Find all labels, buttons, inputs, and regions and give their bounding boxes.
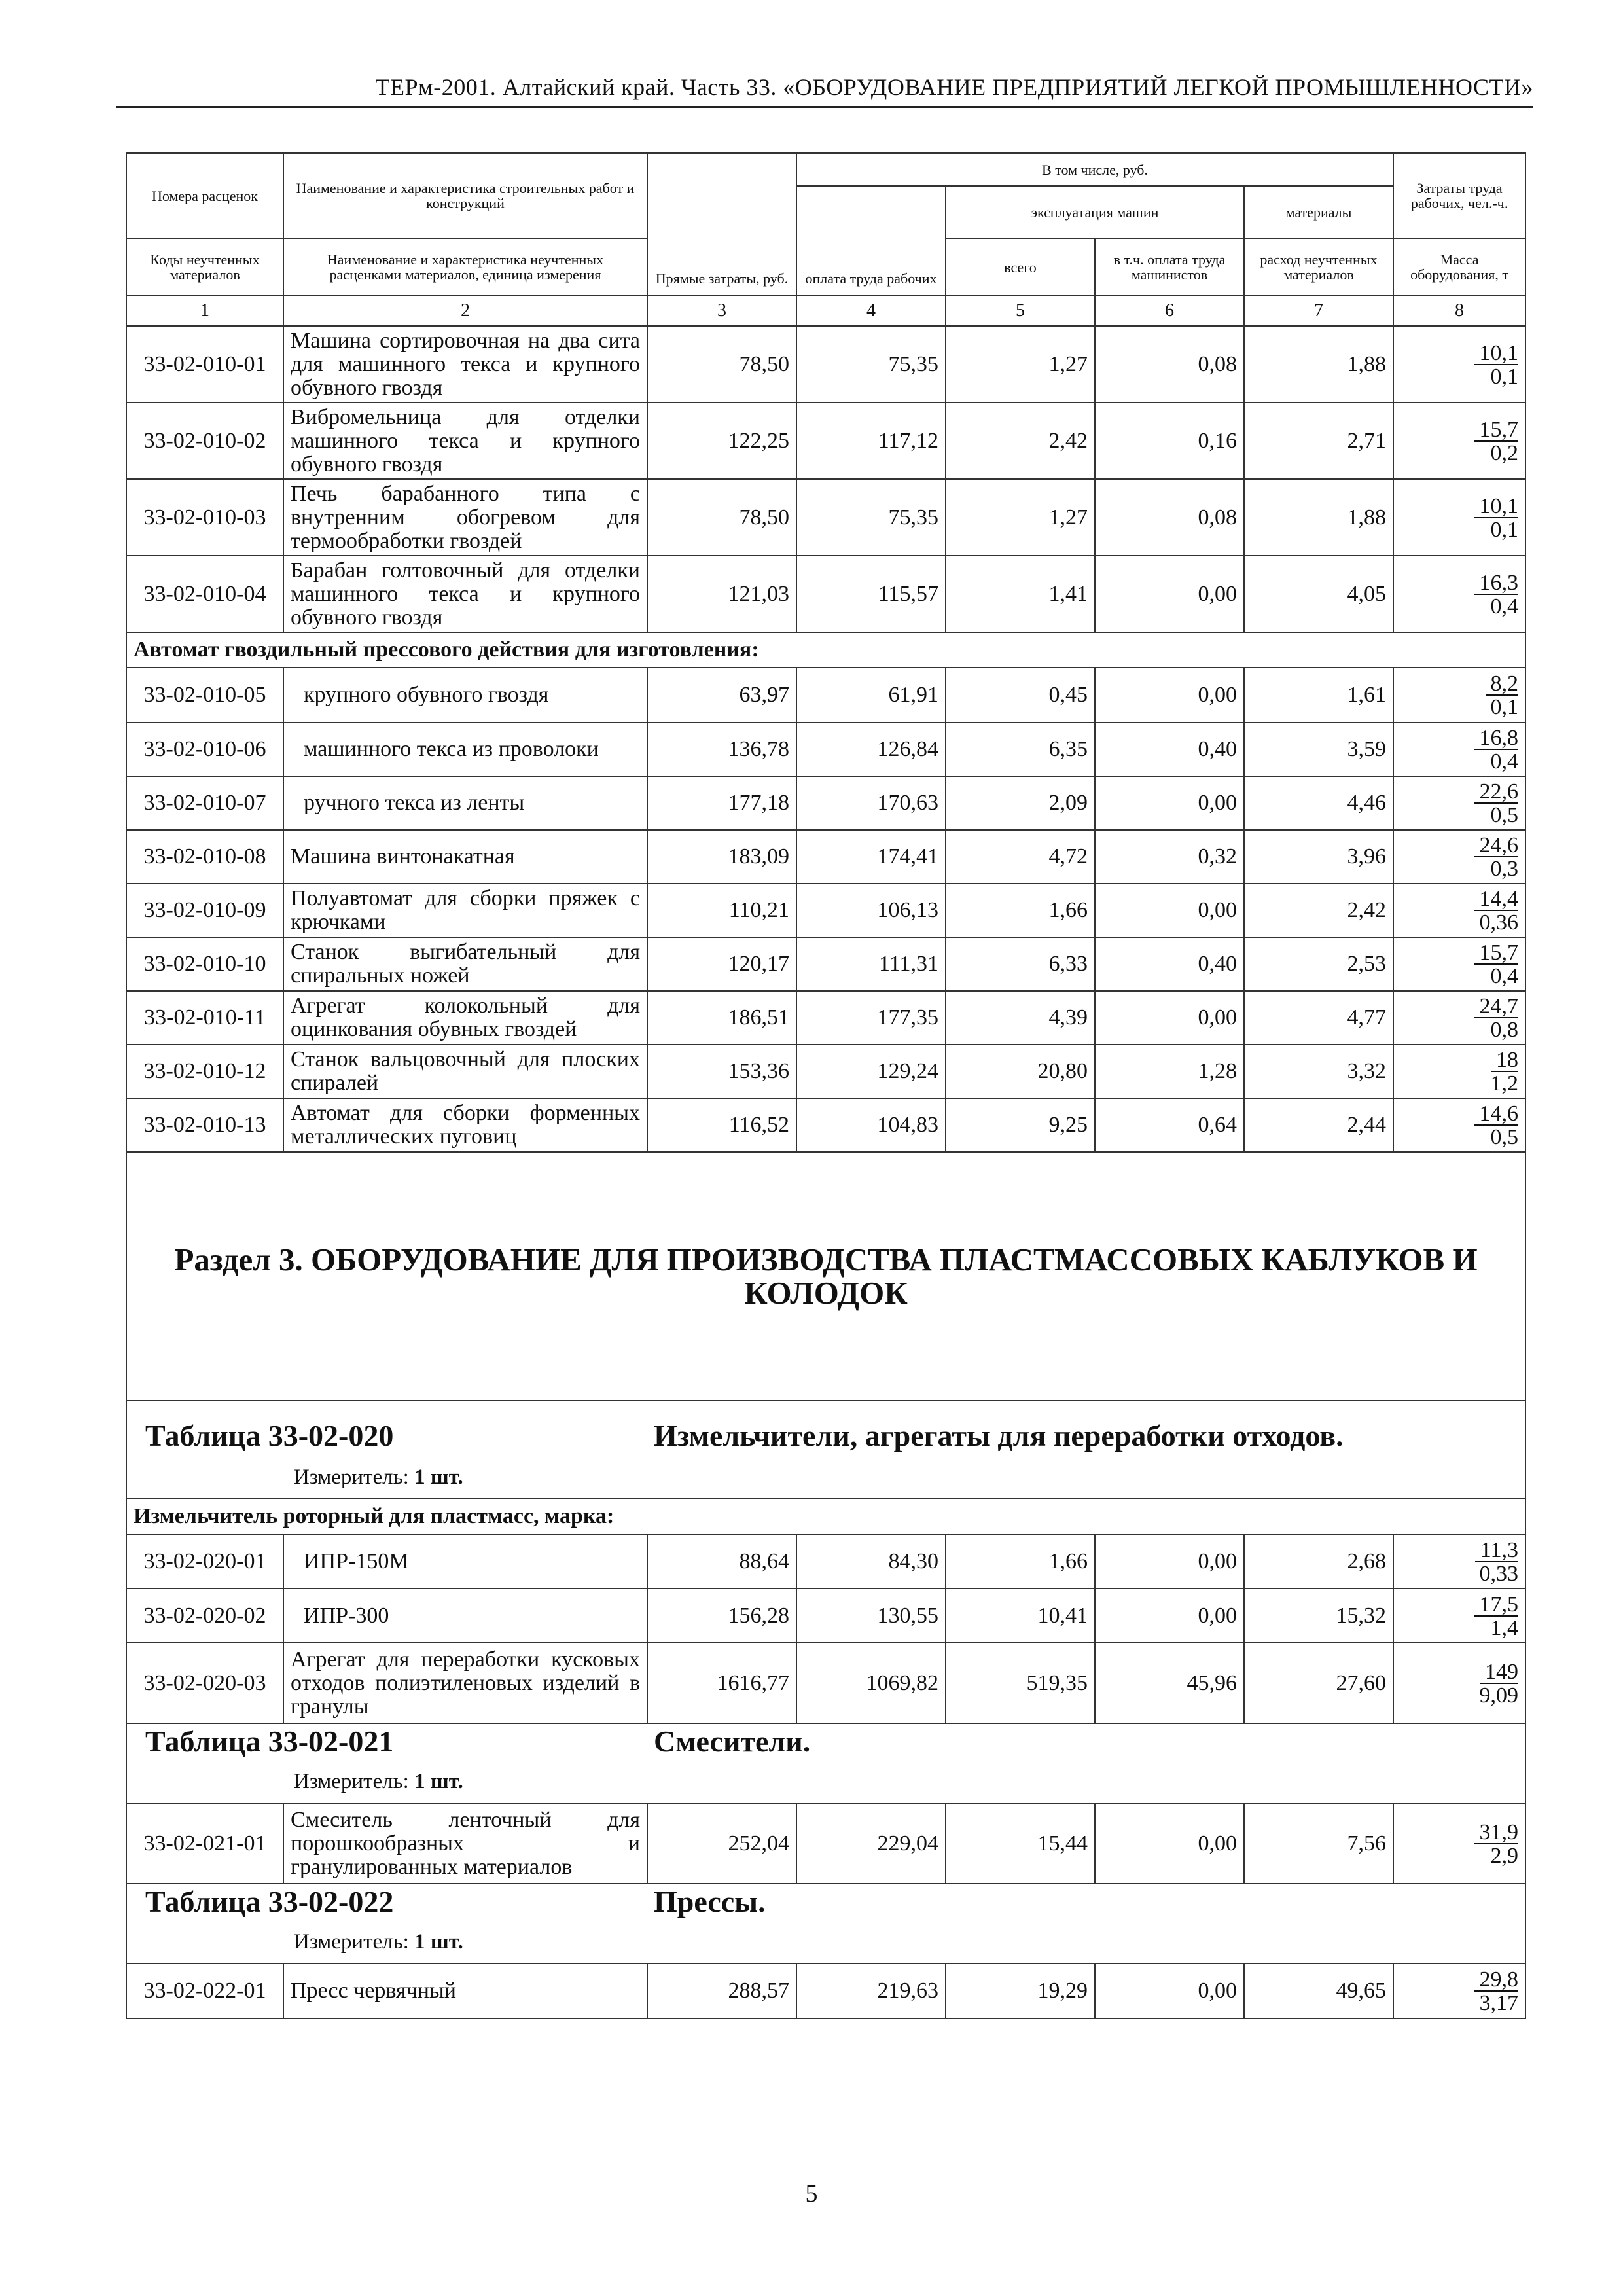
materials-cost: 2,42: [1244, 884, 1393, 937]
col-in-rub: В том числе, руб.: [796, 153, 1393, 186]
col-number: 4: [796, 296, 946, 326]
worker-pay: 117,12: [796, 403, 946, 479]
col-number: 1: [126, 296, 283, 326]
rate-code: 33-02-010-06: [126, 723, 283, 776]
rate-name: Станок выгибательный для спиральных ножей: [283, 937, 647, 991]
materials-cost: 2,71: [1244, 403, 1393, 479]
rate-name: ИПР-150М: [283, 1534, 647, 1588]
equipment-mass: 0,1: [1490, 364, 1519, 389]
labor-mass: [1393, 776, 1525, 830]
equipment-mass: 0,2: [1490, 440, 1519, 465]
direct-cost: 136,78: [647, 723, 796, 776]
labor-mass: [1393, 937, 1525, 991]
rate-name: ИПР-300: [283, 1588, 647, 1643]
table-title: Измельчители, агрегаты для переработки отходов.: [654, 1419, 1344, 1452]
operator-pay: 0,08: [1095, 479, 1244, 556]
machine-cost: 10,41: [946, 1588, 1095, 1643]
direct-cost: 186,51: [647, 991, 796, 1045]
materials-cost: 2,44: [1244, 1098, 1393, 1152]
rate-row: [126, 830, 1525, 884]
rate-code: 33-02-010-01: [126, 326, 283, 403]
rate-name: Полуавтомат для сборки пряжек с крючками: [283, 884, 647, 937]
labor-hours: 16,3: [1474, 573, 1519, 595]
equipment-mass: 0,4: [1490, 964, 1519, 988]
machine-cost: 1,66: [946, 884, 1095, 937]
direct-cost: 121,03: [647, 556, 796, 632]
materials-cost: 7,56: [1244, 1803, 1393, 1884]
section-row: [126, 1152, 1525, 1401]
rate-code: 33-02-021-01: [126, 1803, 283, 1884]
rate-row: [126, 1588, 1525, 1643]
rate-row: [126, 776, 1525, 830]
rates-table: [126, 152, 1526, 2019]
labor-hours: 22,6: [1474, 781, 1519, 804]
rate-code: 33-02-010-09: [126, 884, 283, 937]
labor-mass: [1393, 1964, 1525, 2018]
rate-name: Пресс червячный: [283, 1964, 647, 2018]
col-total: всего: [946, 238, 1095, 296]
machine-cost: 0,45: [946, 668, 1095, 723]
operator-pay: 0,40: [1095, 937, 1244, 991]
measure-value: 1 шт.: [414, 1465, 463, 1489]
rate-row: [126, 1803, 1525, 1884]
col-direct-costs: Прямые затраты, руб.: [647, 153, 796, 296]
rate-code: 33-02-020-01: [126, 1534, 283, 1588]
labor-mass: [1393, 1534, 1525, 1588]
operator-pay: 0,00: [1095, 991, 1244, 1045]
direct-cost: 78,50: [647, 479, 796, 556]
table-heading: [126, 1723, 1525, 1803]
rate-name: Машина сортировочная на два сита для машинного текса и крупного обувного гвоздя: [283, 326, 647, 403]
group-row: [126, 632, 1525, 668]
labor-mass: [1393, 479, 1525, 556]
measure-label: Измеритель:: [294, 1770, 409, 1793]
operator-pay: 0,00: [1095, 1803, 1244, 1884]
equipment-mass: 0,1: [1490, 517, 1519, 542]
worker-pay: 75,35: [796, 479, 946, 556]
direct-cost: 183,09: [647, 830, 796, 884]
table-title: Смесители.: [654, 1725, 811, 1758]
equipment-mass: 0,5: [1490, 1125, 1519, 1149]
machine-cost: 2,42: [946, 403, 1095, 479]
materials-cost: 2,68: [1244, 1534, 1393, 1588]
rate-code: 33-02-020-02: [126, 1588, 283, 1643]
labor-hours: 29,8: [1474, 1969, 1519, 1992]
rate-row: [126, 1534, 1525, 1588]
rate-name: Вибромельница для отделки машинного текса и крупного обувного гвоздя: [283, 403, 647, 479]
header-rule: [116, 106, 1533, 108]
materials-cost: 4,77: [1244, 991, 1393, 1045]
materials-cost: 1,88: [1244, 479, 1393, 556]
materials-cost: 4,05: [1244, 556, 1393, 632]
labor-mass: [1393, 830, 1525, 884]
section-heading: Раздел 3. ОБОРУДОВАНИЕ ДЛЯ ПРОИЗВОДСТВА ПЛАСТМАССОВЫХ КАБЛУКОВ И КОЛОДОК: [126, 1152, 1525, 1401]
col-material-codes: Коды неучтенных материалов: [126, 238, 283, 296]
materials-cost: 27,60: [1244, 1643, 1393, 1723]
labor-hours: 149: [1480, 1662, 1518, 1684]
equipment-mass: 0,1: [1490, 695, 1519, 719]
machine-cost: 1,27: [946, 479, 1095, 556]
materials-cost: 15,32: [1244, 1588, 1393, 1643]
equipment-mass: 1,4: [1490, 1615, 1519, 1640]
labor-hours: 8,2: [1486, 673, 1519, 696]
labor-hours: 31,9: [1474, 1822, 1519, 1844]
rate-code: 33-02-010-04: [126, 556, 283, 632]
rate-code: 33-02-010-11: [126, 991, 283, 1045]
rate-code: 33-02-022-01: [126, 1964, 283, 2018]
worker-pay: 75,35: [796, 326, 946, 403]
labor-mass: [1393, 403, 1525, 479]
rate-name: ручного текса из ленты: [283, 776, 647, 830]
labor-hours: 17,5: [1474, 1594, 1519, 1617]
rate-row: [126, 479, 1525, 556]
equipment-mass: 0,8: [1490, 1018, 1519, 1042]
col-equipment-mass: Масса оборудования, т: [1393, 238, 1525, 296]
materials-cost: 4,46: [1244, 776, 1393, 830]
equipment-mass: 0,4: [1490, 594, 1519, 619]
rate-code: 33-02-010-13: [126, 1098, 283, 1152]
machine-cost: 19,29: [946, 1964, 1095, 2018]
table-number: Таблица 33-02-021: [145, 1725, 394, 1758]
equipment-mass: 0,36: [1479, 910, 1519, 935]
direct-cost: 88,64: [647, 1534, 796, 1588]
worker-pay: 170,63: [796, 776, 946, 830]
rate-row: [126, 326, 1525, 403]
col-material-names: Наименование и характеристика неучтенных расценками материалов, единица измерения: [283, 238, 647, 296]
page-number: 5: [805, 2180, 818, 2208]
labor-mass: [1393, 1098, 1525, 1152]
group-row: [126, 1499, 1525, 1534]
operator-pay: 0,40: [1095, 723, 1244, 776]
worker-pay: 219,63: [796, 1964, 946, 2018]
worker-pay: 174,41: [796, 830, 946, 884]
machine-cost: 2,09: [946, 776, 1095, 830]
direct-cost: 63,97: [647, 668, 796, 723]
table-heading-row: [126, 1401, 1525, 1499]
col-materials: материалы: [1244, 186, 1393, 238]
table-heading: [126, 1401, 1525, 1499]
measure-value: 1 шт.: [414, 1770, 463, 1793]
worker-pay: 84,30: [796, 1534, 946, 1588]
worker-pay: 61,91: [796, 668, 946, 723]
rate-row: [126, 668, 1525, 723]
rate-row: [126, 403, 1525, 479]
labor-mass: [1393, 1588, 1525, 1643]
group-heading: Измельчитель роторный для пластмасс, марка:: [126, 1499, 1525, 1534]
rate-name: Печь барабанного типа с внутренним обогревом для термообработки гвоздей: [283, 479, 647, 556]
equipment-mass: 9,09: [1479, 1683, 1519, 1708]
operator-pay: 45,96: [1095, 1643, 1244, 1723]
equipment-mass: 3,17: [1479, 1991, 1519, 2015]
direct-cost: 120,17: [647, 937, 796, 991]
operator-pay: 0,08: [1095, 326, 1244, 403]
worker-pay: 106,13: [796, 884, 946, 937]
labor-hours: 11,3: [1475, 1540, 1518, 1562]
machine-cost: 6,35: [946, 723, 1095, 776]
measure-line: [127, 1770, 1525, 1803]
worker-pay: 129,24: [796, 1045, 946, 1098]
rate-code: 33-02-010-12: [126, 1045, 283, 1098]
table-heading: [126, 1884, 1525, 1964]
rate-row: [126, 556, 1525, 632]
operator-pay: 1,28: [1095, 1045, 1244, 1098]
table-heading-row: [126, 1723, 1525, 1803]
col-number: 2: [283, 296, 647, 326]
labor-mass: [1393, 1045, 1525, 1098]
rate-code: 33-02-010-05: [126, 668, 283, 723]
machine-cost: 4,72: [946, 830, 1095, 884]
labor-hours: 24,7: [1474, 996, 1519, 1018]
col-rate-numbers: Номера расценок: [126, 153, 283, 238]
col-unaccounted-materials: расход неучтенных материалов: [1244, 238, 1393, 296]
materials-cost: 1,61: [1244, 668, 1393, 723]
direct-cost: 156,28: [647, 1588, 796, 1643]
machine-cost: 1,66: [946, 1534, 1095, 1588]
labor-hours: 18: [1491, 1050, 1518, 1072]
equipment-mass: 0,5: [1490, 803, 1519, 827]
equipment-mass: 0,4: [1490, 749, 1519, 774]
measure-line: [127, 1930, 1525, 1963]
operator-pay: 0,00: [1095, 668, 1244, 723]
col-labor: Затраты труда рабочих, чел.-ч.: [1393, 153, 1525, 238]
materials-cost: 3,96: [1244, 830, 1393, 884]
operator-pay: 0,00: [1095, 556, 1244, 632]
worker-pay: 115,57: [796, 556, 946, 632]
worker-pay: 104,83: [796, 1098, 946, 1152]
equipment-mass: 2,9: [1490, 1843, 1519, 1868]
operator-pay: 0,64: [1095, 1098, 1244, 1152]
rate-code: 33-02-010-07: [126, 776, 283, 830]
rate-row: [126, 1964, 1525, 2018]
rate-row: [126, 937, 1525, 991]
direct-cost: 177,18: [647, 776, 796, 830]
labor-hours: 14,4: [1474, 889, 1519, 911]
materials-cost: 1,88: [1244, 326, 1393, 403]
rate-name: Машина винтонакатная: [283, 830, 647, 884]
worker-pay: 130,55: [796, 1588, 946, 1643]
table-number: Таблица 33-02-022: [145, 1885, 394, 1918]
labor-mass: [1393, 884, 1525, 937]
labor-hours: 10,1: [1474, 343, 1519, 365]
operator-pay: 0,00: [1095, 1534, 1244, 1588]
rate-row: [126, 991, 1525, 1045]
col-number: 3: [647, 296, 796, 326]
direct-cost: 78,50: [647, 326, 796, 403]
running-header: ТЕРм-2001. Алтайский край. Часть 33. «ОБОРУДОВАНИЕ ПРЕДПРИЯТИЙ ЛЕГКОЙ ПРОМЫШЛЕННОСТИ»: [375, 74, 1533, 100]
worker-pay: 126,84: [796, 723, 946, 776]
materials-cost: 3,59: [1244, 723, 1393, 776]
worker-pay: 111,31: [796, 937, 946, 991]
col-worker-pay: оплата труда рабочих: [796, 186, 946, 296]
direct-cost: 122,25: [647, 403, 796, 479]
materials-cost: 49,65: [1244, 1964, 1393, 2018]
worker-pay: 229,04: [796, 1803, 946, 1884]
machine-cost: 15,44: [946, 1803, 1095, 1884]
measure-label: Измеритель:: [294, 1465, 409, 1489]
col-operator-pay: в т.ч. оплата труда машинистов: [1095, 238, 1244, 296]
col-machine-ops: эксплуатация машин: [946, 186, 1244, 238]
measure-line: [127, 1465, 1525, 1498]
rate-row: [126, 1643, 1525, 1723]
labor-mass: [1393, 326, 1525, 403]
rate-code: 33-02-020-03: [126, 1643, 283, 1723]
rate-code: 33-02-010-10: [126, 937, 283, 991]
rate-row: [126, 884, 1525, 937]
rate-name: Барабан голтовочный для отделки машинного текса и крупного обувного гвоздя: [283, 556, 647, 632]
group-heading: Автомат гвоздильный прессового действия для изготовления:: [126, 632, 1525, 668]
measure-value: 1 шт.: [414, 1930, 463, 1954]
table-heading-row: [126, 1884, 1525, 1964]
labor-hours: 24,6: [1474, 835, 1519, 857]
rate-code: 33-02-010-03: [126, 479, 283, 556]
labor-mass: [1393, 1643, 1525, 1723]
materials-cost: 2,53: [1244, 937, 1393, 991]
machine-cost: 9,25: [946, 1098, 1095, 1152]
labor-mass: [1393, 668, 1525, 723]
machine-cost: 4,39: [946, 991, 1095, 1045]
direct-cost: 153,36: [647, 1045, 796, 1098]
measure-label: Измеритель:: [294, 1930, 409, 1954]
operator-pay: 0,16: [1095, 403, 1244, 479]
equipment-mass: 0,33: [1479, 1561, 1519, 1586]
labor-hours: 15,7: [1474, 942, 1519, 965]
operator-pay: 0,00: [1095, 1588, 1244, 1643]
worker-pay: 1069,82: [796, 1643, 946, 1723]
equipment-mass: 0,3: [1490, 857, 1519, 881]
operator-pay: 0,32: [1095, 830, 1244, 884]
machine-cost: 20,80: [946, 1045, 1095, 1098]
col-name: Наименование и характеристика строительных работ и конструкций: [283, 153, 647, 238]
direct-cost: 252,04: [647, 1803, 796, 1884]
rate-row: [126, 723, 1525, 776]
col-number: 5: [946, 296, 1095, 326]
labor-hours: 14,6: [1474, 1103, 1519, 1126]
materials-cost: 3,32: [1244, 1045, 1393, 1098]
labor-mass: [1393, 991, 1525, 1045]
rate-code: 33-02-010-08: [126, 830, 283, 884]
worker-pay: 177,35: [796, 991, 946, 1045]
rate-name: Автомат для сборки форменных металлических пуговиц: [283, 1098, 647, 1152]
rate-name: Агрегат для переработки кусковых отходов полиэтиленовых изделий в гранулы: [283, 1643, 647, 1723]
col-number: 8: [1393, 296, 1525, 326]
col-number: 7: [1244, 296, 1393, 326]
rate-name: машинного текса из проволоки: [283, 723, 647, 776]
direct-cost: 110,21: [647, 884, 796, 937]
rate-name: Агрегат колокольный для оцинкования обувных гвоздей: [283, 991, 647, 1045]
equipment-mass: 1,2: [1490, 1071, 1519, 1096]
machine-cost: 6,33: [946, 937, 1095, 991]
rate-row: [126, 1045, 1525, 1098]
direct-cost: 288,57: [647, 1964, 796, 2018]
direct-cost: 116,52: [647, 1098, 796, 1152]
table-title: Прессы.: [654, 1885, 766, 1918]
labor-mass: [1393, 723, 1525, 776]
operator-pay: 0,00: [1095, 1964, 1244, 2018]
table-number: Таблица 33-02-020: [145, 1419, 394, 1452]
operator-pay: 0,00: [1095, 884, 1244, 937]
operator-pay: 0,00: [1095, 776, 1244, 830]
rate-name: Смеситель ленточный для порошкообразных и гранулированных материалов: [283, 1803, 647, 1884]
machine-cost: 1,41: [946, 556, 1095, 632]
rate-row: [126, 1098, 1525, 1152]
labor-hours: 10,1: [1474, 496, 1519, 518]
labor-mass: [1393, 556, 1525, 632]
machine-cost: 1,27: [946, 326, 1095, 403]
rate-code: 33-02-010-02: [126, 403, 283, 479]
rate-name: Станок вальцовочный для плоских спиралей: [283, 1045, 647, 1098]
col-number: 6: [1095, 296, 1244, 326]
labor-hours: 16,8: [1474, 728, 1519, 750]
direct-cost: 1616,77: [647, 1643, 796, 1723]
machine-cost: 519,35: [946, 1643, 1095, 1723]
rate-name: крупного обувного гвоздя: [283, 668, 647, 723]
labor-mass: [1393, 1803, 1525, 1884]
labor-hours: 15,7: [1474, 420, 1519, 442]
